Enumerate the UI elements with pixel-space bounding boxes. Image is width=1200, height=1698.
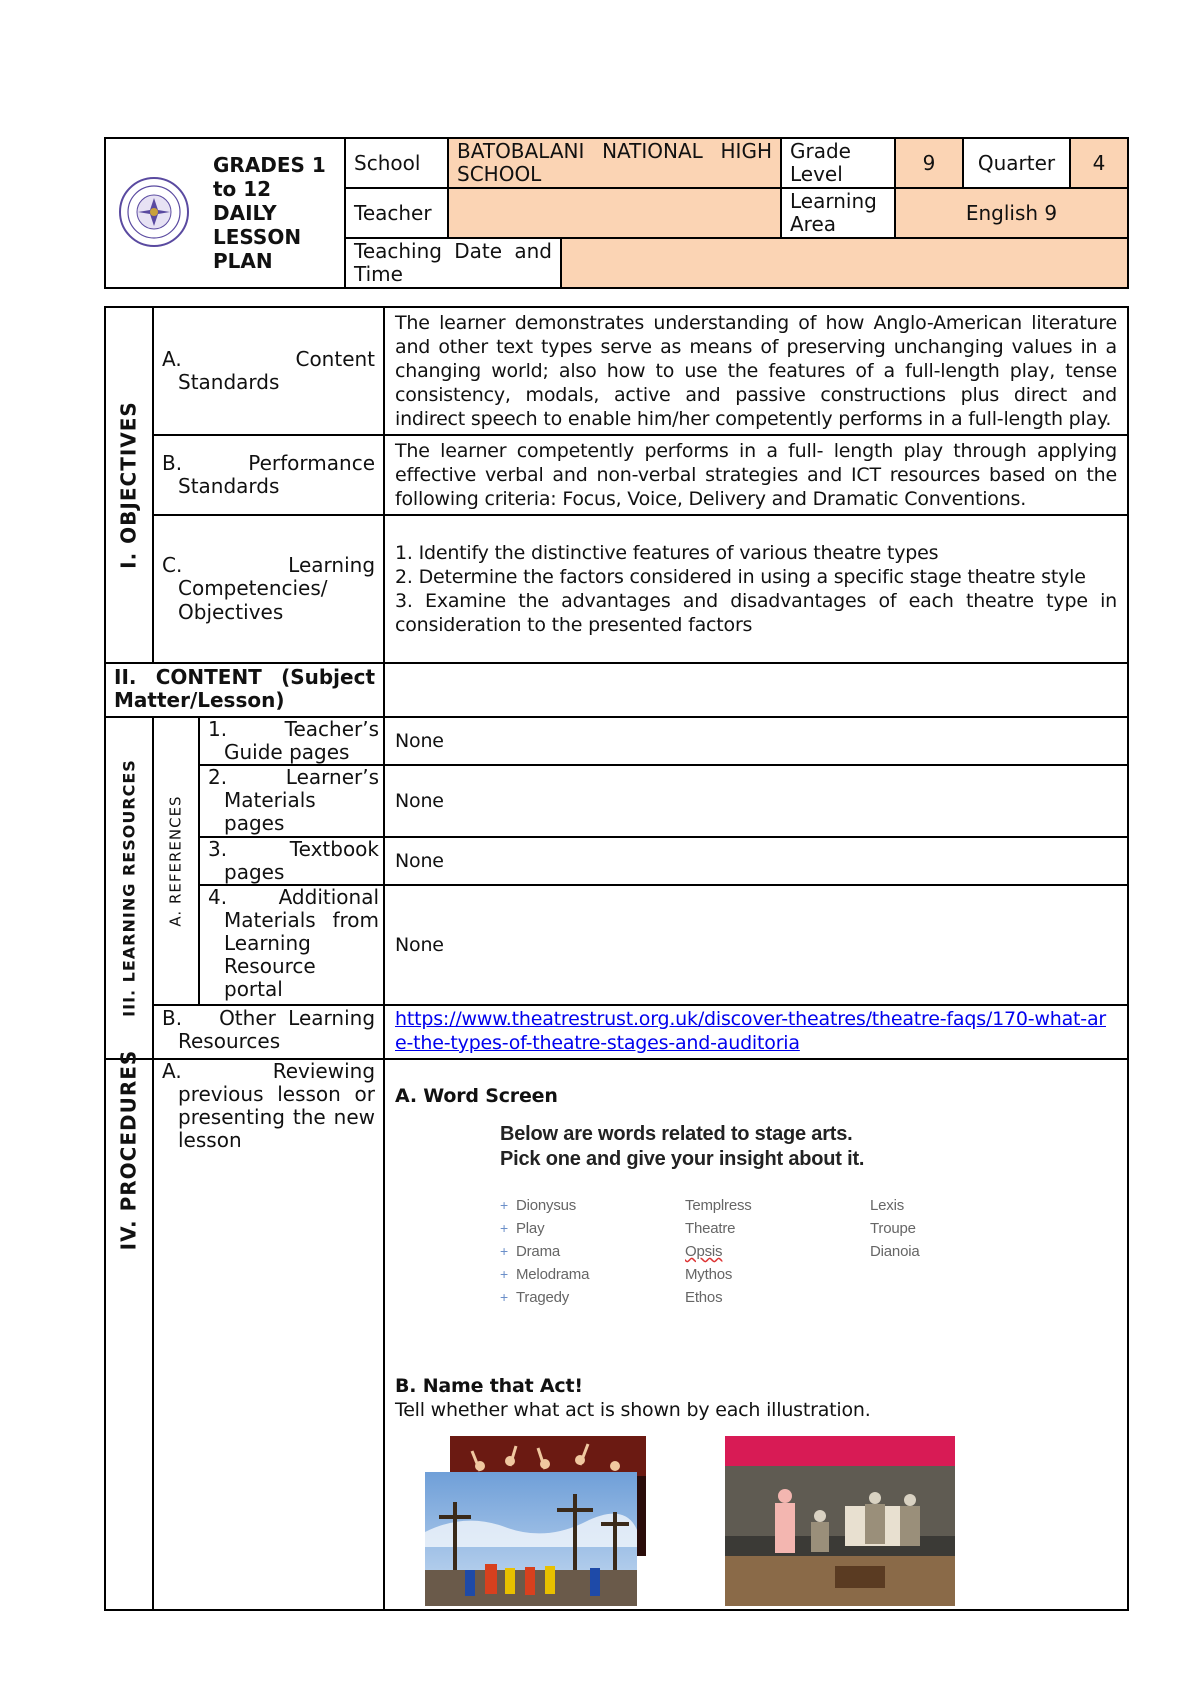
crucifixion-reenactment-photo [425,1472,637,1606]
word-screen-heading: A. Word Screen [395,1085,558,1107]
word-item: Lexis [870,1197,905,1214]
word-item: + Dionysus [500,1197,577,1214]
school-label: School [345,138,448,188]
review-lesson-label: A. Reviewing previous lesson or presenting the new lesson [153,1059,384,1610]
word-item: + Play [500,1220,545,1237]
plus-icon: + [500,1197,508,1213]
learners-materials-label: 2. Learner’s Materials pages [199,765,384,837]
objectives-section [105,307,153,663]
additional-materials-label: 4. Additional Materials from Learning Resource portal [199,885,384,1005]
procedures-heading: IV. PROCEDURES [116,1049,141,1251]
plus-icon: + [500,1289,508,1305]
competency-item: 3. Examine the advantages and disadvantages of each theatre type in consideration to the presented factors [395,590,1118,636]
logo-title-cell [105,138,345,288]
word-item: Templress [685,1197,752,1214]
other-resources-value [384,1005,1128,1059]
references-heading: A. REFERENCES [166,795,185,927]
learning-area-label: Learning Area [781,188,895,238]
theatrestrust-link[interactable]: https://www.theatrestrust.org.uk/discover-theatres/theatre-faqs/170-what-are-the-types-of-theatre-stages-and-auditoria [395,1008,1106,1054]
word-item: + Melodrama [500,1266,590,1283]
word-item: + Drama [500,1243,561,1260]
word-column-2 [685,1194,870,1309]
procedures-content [384,1059,1128,1610]
textbook-pages-label: 3. Textbook pages [199,837,384,885]
word-column-1 [500,1194,685,1309]
word-item: Ethos [685,1289,723,1306]
word-item: Opsis [685,1243,723,1260]
word-item: Theatre [685,1220,736,1237]
teachers-guide-value[interactable]: None [384,717,1128,765]
performance-standards-text[interactable]: The learner competently performs in a full- length play through applying effective verbal and non-verbal strategies and ICT resources based on the following criteria: Focus, Voice, Delivery and Dramatic Conventions. [384,435,1128,515]
performance-standards-label: B. Performance Standards [153,435,384,515]
header-table [104,137,1129,289]
learners-materials-value[interactable]: None [384,765,1128,837]
stage-play-photo [725,1436,955,1606]
name-that-act-instruction: Tell whether what act is shown by each illustration. [395,1399,871,1421]
plus-icon: + [500,1266,508,1282]
learning-area-value[interactable]: English 9 [895,188,1128,238]
other-resources-label: B. Other Learning Resources [153,1005,384,1059]
illustrations [395,1436,1117,1606]
quarter-value[interactable]: 4 [1070,138,1128,188]
word-item: Mythos [685,1266,733,1283]
competencies-label: C. Learning Competencies/ Objectives [153,515,384,663]
grade-level-value[interactable]: 9 [895,138,963,188]
additional-materials-value[interactable]: None [384,885,1128,1005]
word-item: Dianoia [870,1243,920,1260]
deped-seal-icon [118,176,190,248]
textbook-pages-value[interactable]: None [384,837,1128,885]
competency-item: 2. Determine the factors considered in using a specific stage theatre style [395,566,1086,588]
teaching-date-label: Teaching Date and Time [345,238,561,288]
word-screen-image [500,1122,990,1312]
competency-item: 1. Identify the distinctive features of various theatre types [395,542,939,564]
word-column-3 [870,1194,970,1309]
learning-resources-section [105,717,153,1059]
word-screen-title-2: Pick one and give your insight about it. [500,1148,865,1170]
procedures-section [105,1049,153,1610]
objectives-heading: I. OBJECTIVES [116,401,141,569]
lesson-plan-table [104,306,1129,1611]
grade-level-label: Grade Level [781,138,895,188]
word-item: Troupe [870,1220,916,1237]
content-label: II. CONTENT (Subject Matter/Lesson) [105,663,384,717]
school-value[interactable]: BATOBALANI NATIONAL HIGH SCHOOL [448,138,781,188]
learning-resources-heading: III. LEARNING RESOURCES [119,759,139,1017]
name-that-act-heading: B. Name that Act! [395,1375,583,1397]
word-screen-title: Below are words related to stage arts. [500,1123,853,1145]
teacher-label: Teacher [345,188,448,238]
teachers-guide-label: 1. Teacher’s Guide pages [199,717,384,765]
references-cell [153,717,199,1005]
word-item: + Tragedy [500,1289,570,1306]
plus-icon: + [500,1220,508,1236]
teaching-date-value[interactable] [561,238,1128,288]
content-value[interactable] [384,663,1128,717]
plus-icon: + [500,1243,508,1259]
teacher-value[interactable] [448,188,781,238]
quarter-label: Quarter [963,138,1070,188]
content-standards-text[interactable]: The learner demonstrates understanding of how Anglo-American literature and other text types serve as means of preserving unchanging values in a changing world; also how to use the features of a full-length play, tense consistency, modals, active and passive constructions plus direct and indirect speech to enable him/her competently performs in a full-length play. [384,307,1128,435]
plan-title: GRADES 1 to 12 DAILY LESSON PLAN [213,153,326,273]
content-standards-label: A. Content Standards [153,307,384,435]
competencies-list[interactable] [384,515,1128,663]
